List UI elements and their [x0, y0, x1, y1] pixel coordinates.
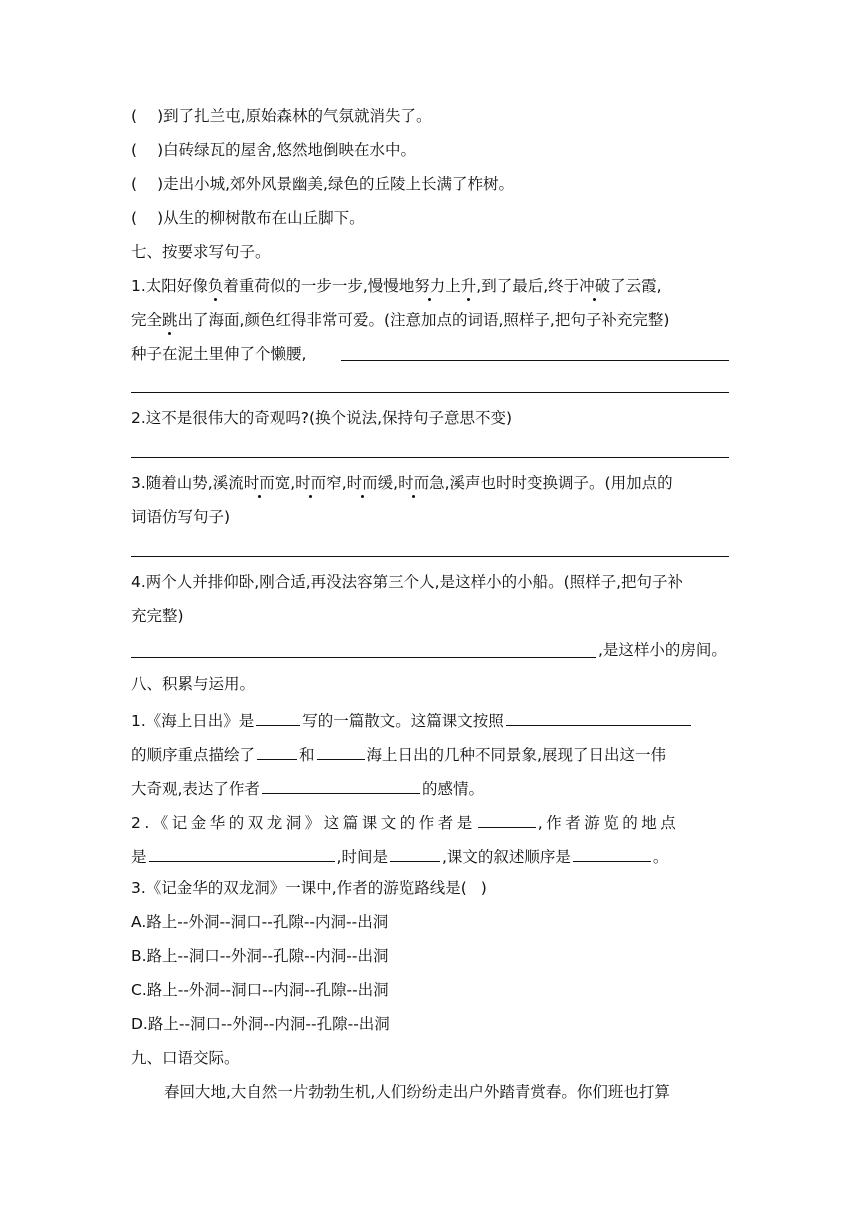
section-7-title: 七、按要求写句子。	[131, 243, 271, 261]
q7-4-line1: 4.两个人并排仰卧,刚合适,再没法容第三个人,是这样小的小船。(照样子,把句子补	[131, 573, 684, 591]
option-1: ( )到了扎兰屯,原始森林的气氛就消失了。	[131, 107, 432, 125]
q7-3-line2: 词语仿写句子)	[131, 508, 231, 526]
q8-3-stem: 3.《记金华的双龙洞》一课中,作者的游览路线是( )	[131, 879, 487, 897]
q8-2-line2: 是 ,时间是 ,课文的叙述顺序是 。	[131, 844, 668, 867]
q8-1-line3: 大奇观,表达了作者 的感情。	[131, 776, 484, 799]
answer-line[interactable]	[131, 657, 596, 658]
q7-1-line3: 种子在泥土里伸了个懒腰,	[131, 345, 307, 363]
section-8-title: 八、积累与运用。	[131, 675, 256, 693]
q8-2-line1: 2.《记金华的双龙洞》这篇课文的作者是 ,作者游览的地点	[131, 810, 679, 833]
option-3: ( )走出小城,郊外风景幽美,绿色的丘陵上长满了柞树。	[131, 175, 514, 193]
q7-3-line1: 3.随着山势,溪流时而宽,时而窄,时而缓,时而急,溪声也时时变换调子。(用加点的	[131, 474, 673, 492]
q7-2: 2.这不是很伟大的奇观吗?(换个说法,保持句子意思不变)	[131, 409, 513, 427]
choice-c: C.路上--外洞--洞口--内洞--孔隙--出洞	[131, 981, 389, 999]
choice-b: B.路上--洞口--外洞--孔隙--内洞--出洞	[131, 947, 389, 965]
q7-4-tail: ,是这样小的房间。	[598, 641, 727, 659]
section-9-title: 九、口语交际。	[131, 1049, 240, 1067]
q7-1-line2: 完全跳出了海面,颜色红得非常可爱。(注意加点的词语,照样子,把句子补充完整)	[131, 311, 670, 329]
option-2: ( )白砖绿瓦的屋舍,悠然地倒映在水中。	[131, 141, 417, 159]
answer-line[interactable]	[131, 556, 729, 557]
answer-line[interactable]	[341, 360, 729, 361]
q7-1-line1: 1.太阳好像负着重荷似的一步一步,慢慢地努力上升,到了最后,终于冲破了云霞,	[131, 277, 662, 295]
answer-line[interactable]	[131, 392, 729, 393]
section-9-paragraph: 春回大地,大自然一片勃勃生机,人们纷纷走出户外踏青赏春。你们班也打算	[164, 1083, 670, 1101]
q7-4-line2: 充完整)	[131, 607, 184, 625]
answer-line[interactable]	[131, 457, 729, 458]
choice-a: A.路上--外洞--洞口--孔隙--内洞--出洞	[131, 913, 389, 931]
option-4: ( )从生的柳树散布在山丘脚下。	[131, 209, 365, 227]
q8-1-line2: 的顺序重点描绘了 和 海上日出的几种不同景象,展现了日出这一伟	[131, 742, 666, 765]
choice-d: D.路上--洞口--外洞--内洞--孔隙--出洞	[131, 1015, 390, 1033]
q8-1-line1: 1.《海上日出》是 写的一篇散文。这篇课文按照	[131, 708, 693, 731]
